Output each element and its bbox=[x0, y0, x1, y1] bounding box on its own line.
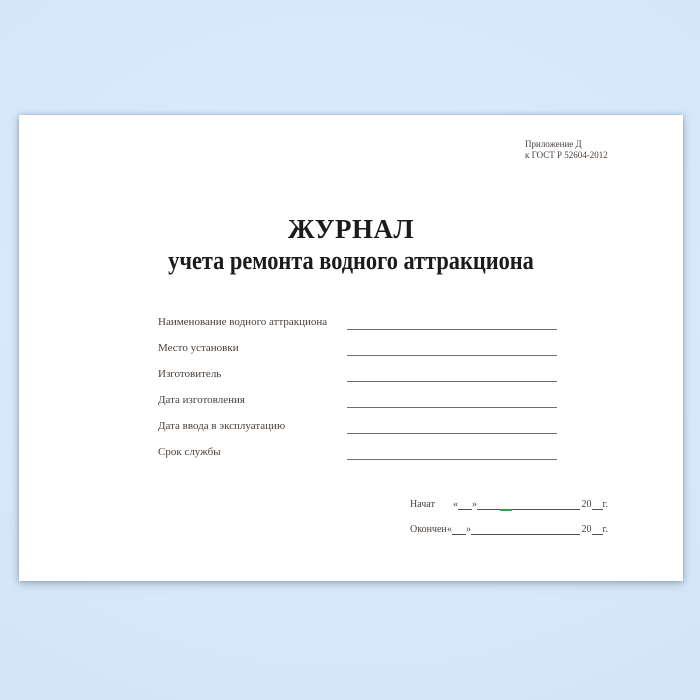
info-fields bbox=[158, 304, 557, 460]
green-mark bbox=[500, 509, 512, 511]
open-quote: « bbox=[453, 499, 458, 510]
year-suffix: г. bbox=[602, 524, 608, 535]
blank-line bbox=[347, 393, 557, 408]
field-label: Изготовитель bbox=[158, 368, 222, 380]
open-quote: « bbox=[447, 524, 452, 535]
field-row-manufacturer bbox=[158, 356, 557, 382]
journal-cover-page bbox=[19, 115, 683, 581]
field-label: Дата изготовления bbox=[158, 394, 245, 406]
started-label: Начат bbox=[410, 499, 435, 510]
field-label: Срок службы bbox=[158, 446, 221, 458]
annex-line2: к ГОСТ Р 52604-2012 bbox=[525, 150, 608, 160]
field-row-manufacture-date bbox=[158, 382, 557, 408]
blank-line bbox=[347, 315, 557, 330]
field-row-service-life bbox=[158, 434, 557, 460]
annex-line1: Приложение Д bbox=[525, 139, 582, 149]
year-blank-line bbox=[592, 498, 603, 510]
year-suffix: г. bbox=[602, 499, 608, 510]
close-quote: » bbox=[466, 524, 471, 535]
field-label: Место установки bbox=[158, 342, 239, 354]
field-row-commissioning-date bbox=[158, 408, 557, 434]
field-label: Наименование водного аттракциона bbox=[158, 316, 328, 328]
blank-line bbox=[347, 445, 557, 460]
period-row-started bbox=[410, 494, 608, 510]
period-section bbox=[410, 494, 608, 544]
year-prefix: 20 bbox=[581, 524, 592, 535]
day-blank-line bbox=[452, 523, 466, 535]
title-line2: учета ремонта водного аттракциона bbox=[168, 246, 534, 275]
document-title bbox=[19, 216, 683, 279]
month-blank-line bbox=[477, 498, 580, 510]
year-prefix: 20 bbox=[581, 499, 592, 510]
blank-line bbox=[347, 341, 557, 356]
title-line1: ЖУРНАЛ bbox=[287, 214, 415, 244]
blank-line bbox=[347, 367, 557, 382]
period-row-finished bbox=[410, 519, 608, 535]
day-blank-line bbox=[458, 498, 472, 510]
blank-line bbox=[347, 419, 557, 434]
year-blank-line bbox=[592, 523, 603, 535]
finished-label: Окончен bbox=[410, 524, 447, 535]
field-label: Дата ввода в эксплуатацию bbox=[158, 420, 286, 432]
field-row-installation-place bbox=[158, 330, 557, 356]
close-quote: » bbox=[472, 499, 477, 510]
field-row-attraction-name bbox=[158, 304, 557, 330]
month-blank-line bbox=[471, 523, 580, 535]
annex-reference bbox=[525, 139, 608, 161]
